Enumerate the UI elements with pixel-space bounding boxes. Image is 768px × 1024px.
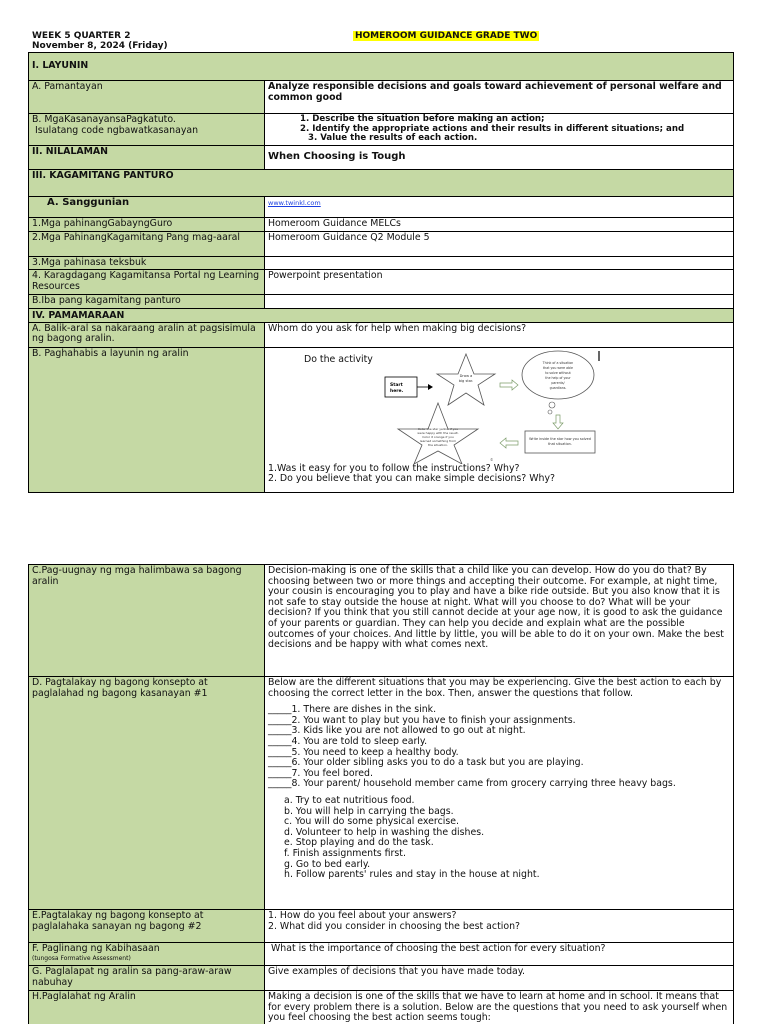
page-title: HOMEROOM GUIDANCE GRADE TWO: [355, 31, 538, 41]
f-sublabel: (tungosa Formative Assessment): [32, 954, 131, 962]
section-layunin: I. LAYUNIN: [29, 53, 734, 81]
gabay-value: Homeroom Guidance MELCs: [265, 217, 734, 231]
h-text: Making a decision is one of the skills that we have to learn at home and in school. It means that for every problem there is a solution. Below are the questions that you need to ask yourself when you feel choosing the best action seems tough:: [265, 991, 734, 1024]
section-kagamitan: III. KAGAMITANG PANTURO: [29, 169, 734, 196]
pamantayan-row: [29, 81, 734, 114]
lesson-plan-table-2: [28, 564, 734, 1024]
box-text-2: that situation.: [548, 441, 572, 446]
kasanayan-value: [265, 114, 734, 146]
choice-b: b. You will help in carrying the bags.: [284, 805, 454, 817]
question-2: 2. Do you believe that you can make simple decisions? Why?: [268, 473, 555, 485]
section-pamamaraan: IV. PAMAMARAAN: [29, 308, 734, 322]
nilalaman-row: [29, 145, 734, 169]
star2-text-2: were happy with the result.: [417, 430, 459, 435]
f-label: F. Paglinang ng Kabihasaan: [32, 943, 160, 954]
pamamaraan-row: [29, 308, 734, 322]
h-label: H.Paglalahat ng Aralin: [29, 991, 265, 1024]
choice-a: a. Try to eat nutritious food.: [284, 794, 415, 806]
kasanayan-3: 3. Value the results of each action.: [308, 133, 478, 143]
iba-label: B.Iba pang kagamitang panturo: [29, 295, 265, 309]
star2-text-5: the situation.: [428, 442, 448, 447]
cloud-text-3: to solve without: [545, 370, 571, 375]
c-row: [29, 565, 734, 677]
thought-cloud: [522, 351, 594, 399]
g-label: G. Paglalapat ng aralin sa pang-araw-araw nabuhay: [29, 966, 265, 991]
star2-text-1: Color the star yellow if you: [417, 426, 459, 431]
pamantayan-line-1: Analyze responsible decisions and goals toward achievement of personal welfare and: [268, 81, 722, 92]
kagamitan-mag-aaral-row: [29, 231, 734, 256]
cloud-text-5: parents/: [551, 380, 565, 385]
activity-diagram: [380, 349, 630, 464]
teksbuk-row: [29, 256, 734, 270]
week-line: WEEK 5 QUARTER 2: [32, 31, 131, 41]
pamantayan-line-2: common good: [268, 91, 343, 103]
date-line: November 8, 2024 (Friday): [32, 41, 168, 51]
nilalaman-value: When Choosing is Tough: [265, 145, 734, 169]
kasanayan-label: [29, 114, 265, 146]
kasanayan-2: 2. Identify the appropriate actions and their results in different situations; and: [300, 123, 685, 134]
pamantayan-label: A. Pamantayan: [29, 81, 265, 114]
choice-d: d. Volunteer to help in washing the dishes.: [284, 826, 485, 838]
portal-value: Powerpoint presentation: [265, 270, 734, 295]
cloud-bubble-2: [548, 410, 552, 414]
gabay-row: [29, 217, 734, 231]
iba-value: [265, 295, 734, 309]
gabay-label: 1.Mga pahinangGabayngGuro: [29, 217, 265, 231]
g-text: Give examples of decisions that you have made today.: [265, 966, 734, 991]
cloud-text-4: the help of your: [545, 375, 571, 380]
arrow-head-1: [428, 384, 433, 390]
g-row: [29, 966, 734, 991]
pamantayan-value: [265, 81, 734, 114]
paghahabis-row: [29, 347, 734, 492]
portal-label: 4. Karagdagang Kagamitansa Portal ng Learning Resources: [29, 270, 265, 295]
e-label: E.Pagtalakay ng bagong konsepto at paglalahaka sanayan ng bagong #2: [29, 910, 265, 943]
section-nilalaman: II. NILALAMAN: [29, 145, 265, 169]
start-text-2: here.: [390, 388, 404, 394]
c-text: Decision-making is one of the skills that a child like you can develop. How do you do that? By choosing between two or more things and accepting their outcome. For example, at night time, your cousin is encouraging you to play and have a bike ride outside. But you also know that it is not safe to stay outside the house at night. What will you choose to do? What will be your decision? If you think that you still cannot decide at your age now, it is good to ask the guidance of your parents or guardian. They can help you decide and explain what are the possible outcomes of your choices. And little by little, you will be able to do it on your own. Make the best decisions and be happy with what comes next.: [265, 565, 734, 677]
arrow-to-cloud: [500, 380, 518, 390]
balik-aral-label: A. Balik-aral sa nakaraang aralin at pagsisimula ng bagong aralin.: [29, 322, 265, 347]
choice-g: g. Go to bed early.: [284, 858, 371, 870]
balik-aral-row: [29, 322, 734, 347]
d-label: D. Pagtalakay ng bagong konsepto at paglalahad ng bagong kasanayan #1: [29, 677, 265, 910]
sanggunian-link[interactable]: www.twinkl.com: [268, 198, 321, 207]
kagamitan-mag-aaral-value: Homeroom Guidance Q2 Module 5: [265, 231, 734, 256]
star2-text-3: Color it orange if you: [422, 434, 454, 439]
cloud-text-2: that you were able: [543, 365, 573, 370]
d-intro: Below are the different situations that you may be experiencing. Give the best action to each by choosing the correct letter in the box. Then, answer the questions that follow.: [268, 677, 722, 699]
e-content: [265, 910, 734, 943]
choice-e: e. Stop playing and do the task.: [284, 837, 434, 849]
star1-text-b: big star.: [458, 378, 474, 383]
sanggunian-value: [265, 196, 734, 217]
paghahabis-value: [265, 347, 734, 492]
layunin-row: [29, 53, 734, 81]
situation-8: _____8. Your parent/ household member came from grocery carrying three heavy bags.: [268, 778, 676, 790]
sanggunian-row: [29, 196, 734, 217]
balik-aral-value: Whom do you ask for help when making big decisions?: [265, 322, 734, 347]
portal-row: [29, 270, 734, 295]
f-text: What is the importance of choosing the best action for every situation?: [265, 943, 734, 966]
d-row: [29, 677, 734, 910]
paghahabis-label: B. Paghahabis a layunin ng aralin: [29, 347, 265, 492]
choice-c: c. You will do some physical exercise.: [284, 816, 459, 828]
question-1: 1.Was it easy for you to follow the instructions? Why?: [268, 462, 520, 474]
choice-h: h. Follow parents' rules and stay in the house at night.: [284, 869, 540, 881]
lesson-plan-table-1: [28, 52, 734, 493]
situation-4: _____4. You are told to sleep early.: [268, 735, 428, 747]
arrow-to-star2: [500, 438, 518, 448]
start-text: Start: [390, 382, 403, 388]
star2-text-4: learned something from: [419, 438, 457, 443]
activity-label: Do the activity: [304, 353, 373, 365]
e-row: [29, 910, 734, 943]
situation-7: _____7. You feel bored.: [268, 767, 373, 779]
teksbuk-value: [265, 256, 734, 270]
header-info: [32, 31, 168, 51]
kasanayan-row: [29, 114, 734, 146]
situation-5: _____5. You need to keep a healthy body.: [268, 746, 459, 758]
e-question-1: 1. How do you feel about your answers?: [268, 910, 457, 921]
c-label: C.Pag-uugnay ng mga halimbawa sa bagong aralin: [29, 565, 265, 677]
sanggunian-label: A. Sanggunian: [29, 196, 265, 217]
box-text-1: Write inside the star how you solved: [529, 436, 591, 441]
kagamitan-row: [29, 169, 734, 196]
situation-6: _____6. Your older sibling asks you to do a task but you are playing.: [268, 757, 584, 769]
teksbuk-label: 3.Mga pahinasa teksbuk: [29, 256, 265, 270]
situation-2: _____2. You want to play but you have to finish your assignments.: [268, 714, 576, 726]
kasanayan-1: 1. Describe the situation before making an action;: [300, 114, 545, 124]
kasanayan-label-line-1: B. MgaKasanayansaPagkatuto.: [32, 114, 176, 125]
f-row: [29, 943, 734, 966]
situation-1: _____1. There are dishes in the sink.: [268, 704, 437, 716]
h-row: [29, 991, 734, 1024]
activity-area: [268, 349, 730, 464]
iba-row: [29, 295, 734, 309]
cloud-text-1: Think of a situation: [542, 360, 574, 365]
kasanayan-label-line-2: Isulatang code ngbawatkasanayan: [35, 124, 199, 136]
cloud-bubble-1: [549, 402, 555, 408]
arrow-down: [553, 415, 563, 429]
e-question-2: 2. What did you consider in choosing the best action?: [268, 920, 521, 932]
star1-text-a: Draw a: [459, 373, 473, 378]
d-content: [265, 677, 734, 910]
f-label-cell: [29, 943, 265, 966]
diagram-mark: ©: [490, 457, 494, 462]
kagamitan-mag-aaral-label: 2.Mga PahinangKagamitang Pang mag-aaral: [29, 231, 265, 256]
cloud-text-6: guardians.: [549, 385, 567, 390]
situation-3: _____3. Kids like you are not allowed to go out at night.: [268, 725, 526, 737]
choice-f: f. Finish assignments first.: [284, 847, 406, 859]
